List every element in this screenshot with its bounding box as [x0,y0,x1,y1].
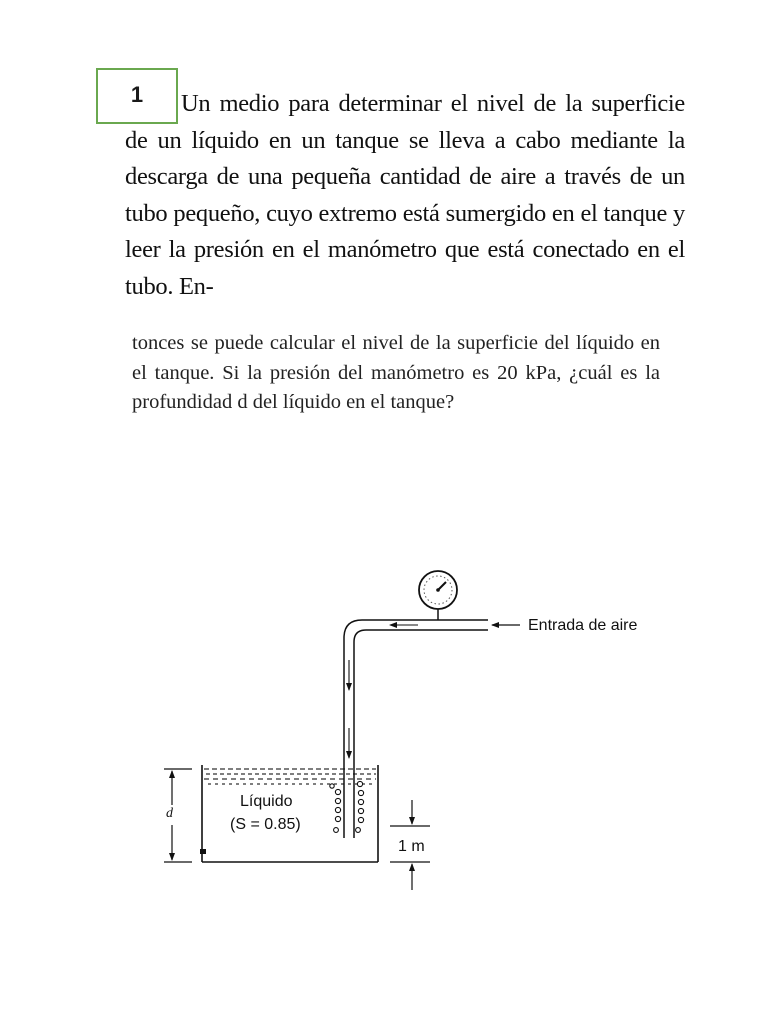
tank-figure [100,560,720,900]
clearance-label: 1 m [398,838,425,855]
air-tube [344,620,488,838]
air-inlet-label: Entrada de aire [528,617,638,634]
liquid-label: Líquido [240,793,293,810]
problem-paragraph-2: tonces se puede calcular el nivel de la superficie del líquido en el tanque. Si la presión del manómetro es 20 kPa, ¿cuál es la profundidad d del líquido en el tanque? [132,332,660,413]
pressure-gauge-icon [419,571,457,620]
air-bubbles-icon [330,781,364,832]
liquid-surface [204,769,376,784]
problem-number: 1 [130,82,144,107]
specific-gravity-label: (S = 0.85) [230,816,301,833]
flow-arrow-icon [349,625,418,758]
depth-symbol: d [166,806,173,821]
problem-paragraph-1: Un medio para determinar el nivel de la superficie de un líquido en un tanque se lleva a cabo mediante la descarga de una pequeña cantidad de aire a través de un tubo pequeño, cuyo extremo está sumergido en el tanque y leer la presión en el manómetro que está conectado en el tubo. En- [125,90,685,300]
tank-drain-mark [200,849,206,854]
